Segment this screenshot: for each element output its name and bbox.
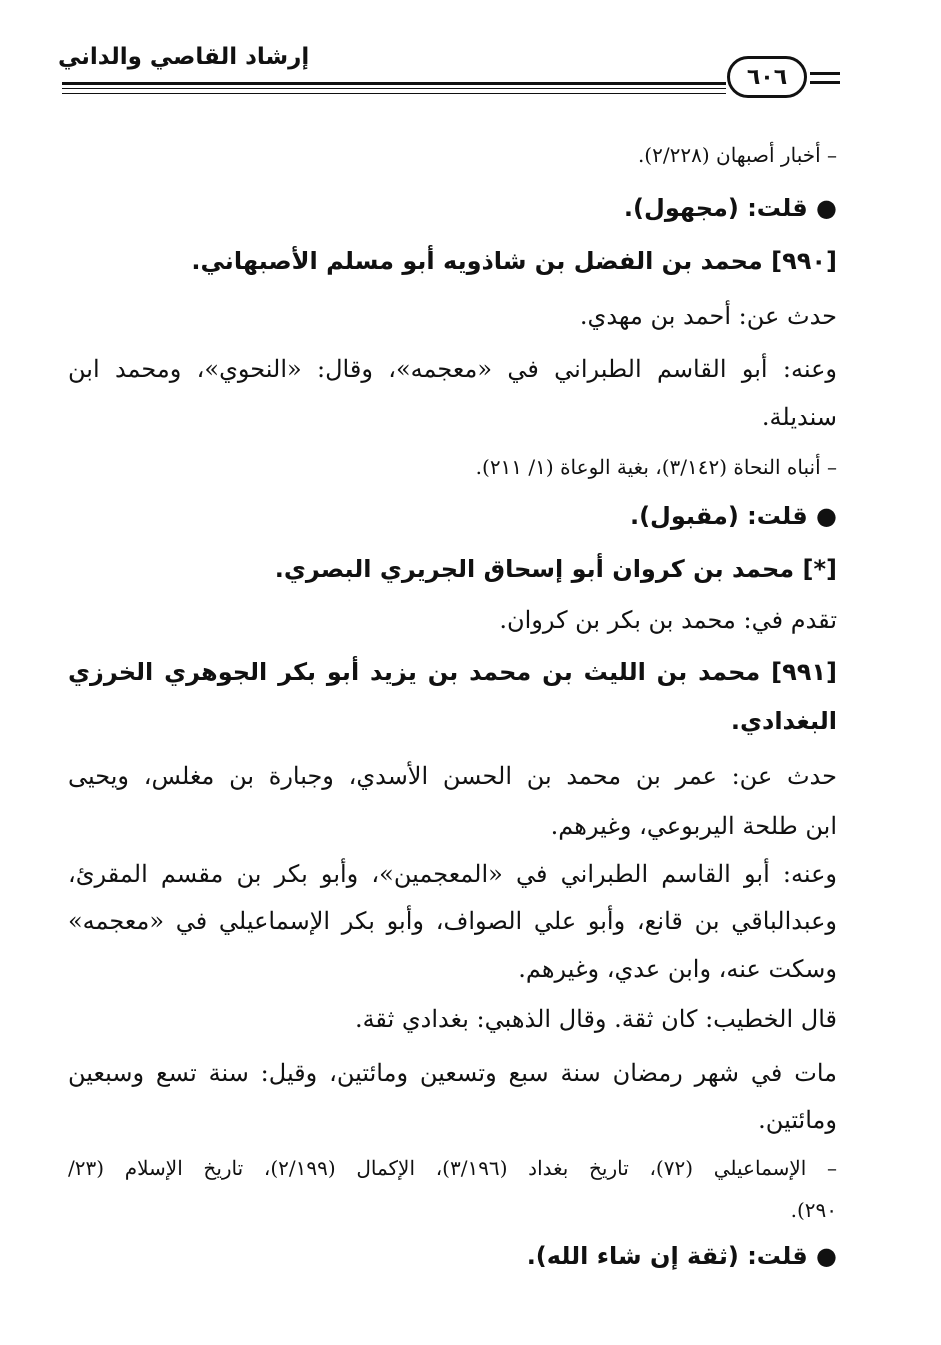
entry-heading: [*] محمد بن كروان أبو إسحاق الجريري البصري. (274, 555, 837, 583)
entry-heading: [٩٩١] محمد بن الليث بن محمد بن يزيد أبو بكر الجوهري الخرزي (68, 658, 837, 686)
page-number-badge (727, 56, 807, 98)
body-line: وعبدالباقي بن قانع، وأبو علي الصواف، وأبو بكر الإسماعيلي في «معجمه» (68, 907, 837, 935)
body-line: مات في شهر رمضان سنة سبع وتسعين ومائتين، وقيل: سنة تسع وسبعين (68, 1059, 837, 1087)
header-rule (810, 72, 840, 75)
body-line: وعنه: أبو القاسم الطبراني في «معجمه»، وقال: «النحوي»، ومحمد ابن (68, 355, 837, 383)
source-note: – أنباه النحاة (٣/١٤٢)، بغية الوعاة (١/ ٢١١). (475, 455, 837, 479)
body-line: سنديلة. (761, 403, 837, 431)
source-note: – أخبار أصبهان (٢/٢٢٨). (637, 143, 837, 167)
entry-heading: [٩٩٠] محمد بن الفضل بن شاذويه أبو مسلم الأصبهاني. (191, 247, 837, 275)
body-line: ابن طلحة اليربوعي، وغيرهم. (550, 812, 837, 840)
header-rule (810, 81, 840, 84)
verdict-line: ● قلت: (ثقة إن شاء الله). (526, 1242, 837, 1270)
body-line: وعنه: أبو القاسم الطبراني في «المعجمين»، وأبو بكر بن مقسم المقرئ، (68, 860, 837, 888)
body-line: حدث عن: عمر بن محمد بن الحسن الأسدي، وجبارة بن مغلس، ويحيى (68, 762, 837, 790)
body-line: حدث عن: أحمد بن مهدي. (579, 302, 837, 330)
running-header-title: إرشاد القاصي والداني (58, 44, 310, 70)
verdict-line: ● قلت: (مقبول). (629, 502, 837, 530)
source-note: – الإسماعيلي (٧٢)، تاريخ بغداد (٣/١٩٦)، الإكمال (٢/١٩٩)، تاريخ الإسلام (٢٣/ (68, 1156, 838, 1180)
header-rule (62, 82, 726, 85)
body-line: وسكت عنه، وابن عدي، وغيرهم. (518, 955, 837, 983)
header-rule (62, 93, 726, 94)
entry-heading: البغدادي. (730, 707, 837, 735)
verdict-line: ● قلت: (مجهول). (623, 194, 837, 222)
header-rule (62, 88, 726, 89)
body-line: ومائتين. (758, 1106, 837, 1134)
source-note: ٢٩٠). (790, 1198, 837, 1222)
body-line: تقدم في: محمد بن بكر بن كروان. (499, 606, 837, 634)
body-line: قال الخطيب: كان ثقة. وقال الذهبي: بغدادي ثقة. (354, 1005, 837, 1033)
page-number: ٦٠٦ (746, 64, 788, 90)
